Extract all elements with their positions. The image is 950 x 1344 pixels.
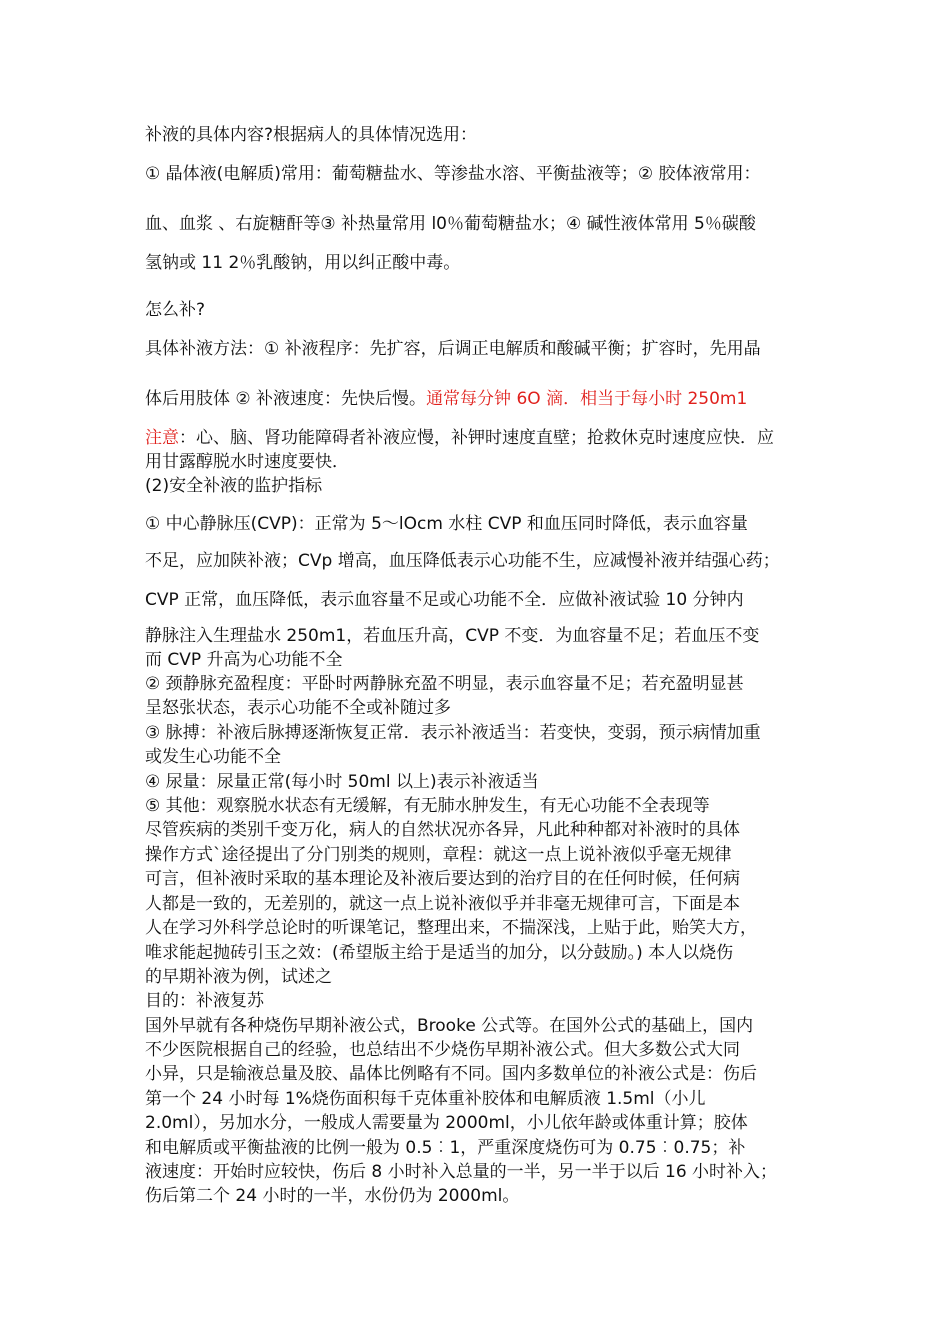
highlight-text: 通常每分钟 6O 滴．相当于每小时 250m1	[426, 389, 748, 409]
text-line: 呈怒张状态，表示心功能不全或补随过多	[145, 698, 451, 718]
text-run: ：心、脑、肾功能障碍者补液应慢，补钾时速度直壁；抢救休克时速度应快．应	[179, 428, 774, 448]
text-line: 静脉注入生理盐水 250m1，若血压升高，CVP 不变．为血容量不足；若血压不变	[145, 626, 760, 646]
text-line: 液速度：开始时应较快，伤后 8 小时补入总量的一半，另一半于以后 16 小时补入；	[145, 1162, 778, 1182]
text-line: 用甘露醇脱水时速度要快．	[145, 452, 349, 472]
text-line: 人都是一致的，无差别的，就这一点上说补液似乎并非毫无规律可言，下面是本	[145, 894, 740, 914]
text-line: 小异，只是输液总量及胶、晶体比例略有不同。国内多数单位的补液公式是：伤后	[145, 1064, 757, 1084]
text-line: 唯求能起抛砖引玉之效：(希望版主给于是适当的加分，以分鼓励。) 本人以烧伤	[145, 943, 734, 963]
text-line: 伤后第二个 24 小时的一半，水份仍为 2000ml。	[145, 1186, 520, 1206]
text-line: CVP 正常，血压降低，表示血容量不足或心功能不全．应做补液试验 10 分钟内	[145, 590, 744, 610]
note-label: 注意	[145, 428, 179, 448]
text-line: 不少医院根据自己的经验，也总结出不少烧伤早期补液公式。但大多数公式大同	[145, 1040, 740, 1060]
text-line: 不足，应加陕补液；CVp 增高，血压降低表示心功能不生，应减慢补液并结强心药；	[145, 551, 780, 571]
text-line: 尽管疾病的类别千变万化，病人的自然状况亦各异，凡此种种都对补液时的具体	[145, 820, 740, 840]
text-line: (2)安全补液的监护指标	[145, 476, 323, 496]
text-line: 人在学习外科学总论时的听课笔记，整理出来，不揣深浅，上贴于此，贻笑大方，	[145, 918, 757, 938]
text-line	[145, 427, 774, 449]
text-line: 而 CVP 升高为心功能不全	[145, 650, 343, 670]
text-run: 体后用肢体 ② 补液速度：先快后慢。	[145, 389, 427, 409]
text-line: ② 颈静脉充盈程度：平卧时两静脉充盈不明显，表示血容量不足；若充盈明显甚	[145, 674, 744, 694]
text-line: 或发生心功能不全	[145, 747, 281, 767]
text-line: ④ 尿量：尿量正常(每小时 50ml 以上)表示补液适当	[145, 772, 539, 792]
text-line: 具体补液方法：① 补液程序：先扩容，后调正电解质和酸碱平衡；扩容时，先用晶	[145, 339, 761, 359]
text-line: 怎么补?	[145, 300, 206, 320]
text-line: 和电解质或平衡盐液的比例一般为 0.5︰1，严重深度烧伤可为 0.75︰0.75；补	[145, 1138, 746, 1158]
text-line: 2.0ml），另加水分，一般成人需要量为 2000ml，小儿依年龄或体重计算；胶体	[145, 1113, 748, 1133]
text-line: 的早期补液为例，试述之	[145, 967, 332, 987]
text-line: 氢钠或 11 2％乳酸钠，用以纠正酸中毒。	[145, 253, 461, 273]
text-line: 国外早就有各种烧伤早期补液公式，Brooke 公式等。在国外公式的基础上，国内	[145, 1016, 754, 1036]
text-line: 可言，但补液时采取的基本理论及补液后要达到的治疗目的在任何时候，任何病	[145, 869, 740, 889]
text-line: 补液的具体内容?根据病人的具体情况选用：	[145, 125, 478, 145]
text-line: ① 中心静脉压(CVP)：正常为 5～lOcm 水柱 CVP 和血压同时降低，表示血容量	[145, 514, 748, 534]
text-line: 目的：补液复苏	[145, 991, 264, 1011]
text-line: 血、血浆 、右旋糖酐等③ 补热量常用 l0％葡萄糖盐水；④ 碱性液体常用 5％碳酸	[145, 214, 756, 234]
text-line: ⑤ 其他：观察脱水状态有无缓解，有无肺水肿发生，有无心功能不全表现等	[145, 796, 710, 816]
text-line	[145, 388, 747, 410]
text-line: ③ 脉搏：补液后脉搏逐渐恢复正常．表示补液适当：若变快，变弱，预示病情加重	[145, 723, 761, 743]
text-line: 操作方式`途径提出了分门别类的规则，章程：就这一点上说补液似乎毫无规律	[145, 845, 732, 865]
text-line: ① 晶体液(电解质)常用：葡萄糖盐水、等渗盐水溶、平衡盐液等；② 胶体液常用：	[145, 164, 761, 184]
text-line: 第一个 24 小时每 1%烧伤面积每千克体重补胶体和电解质液 1.5ml（小儿	[145, 1089, 706, 1109]
